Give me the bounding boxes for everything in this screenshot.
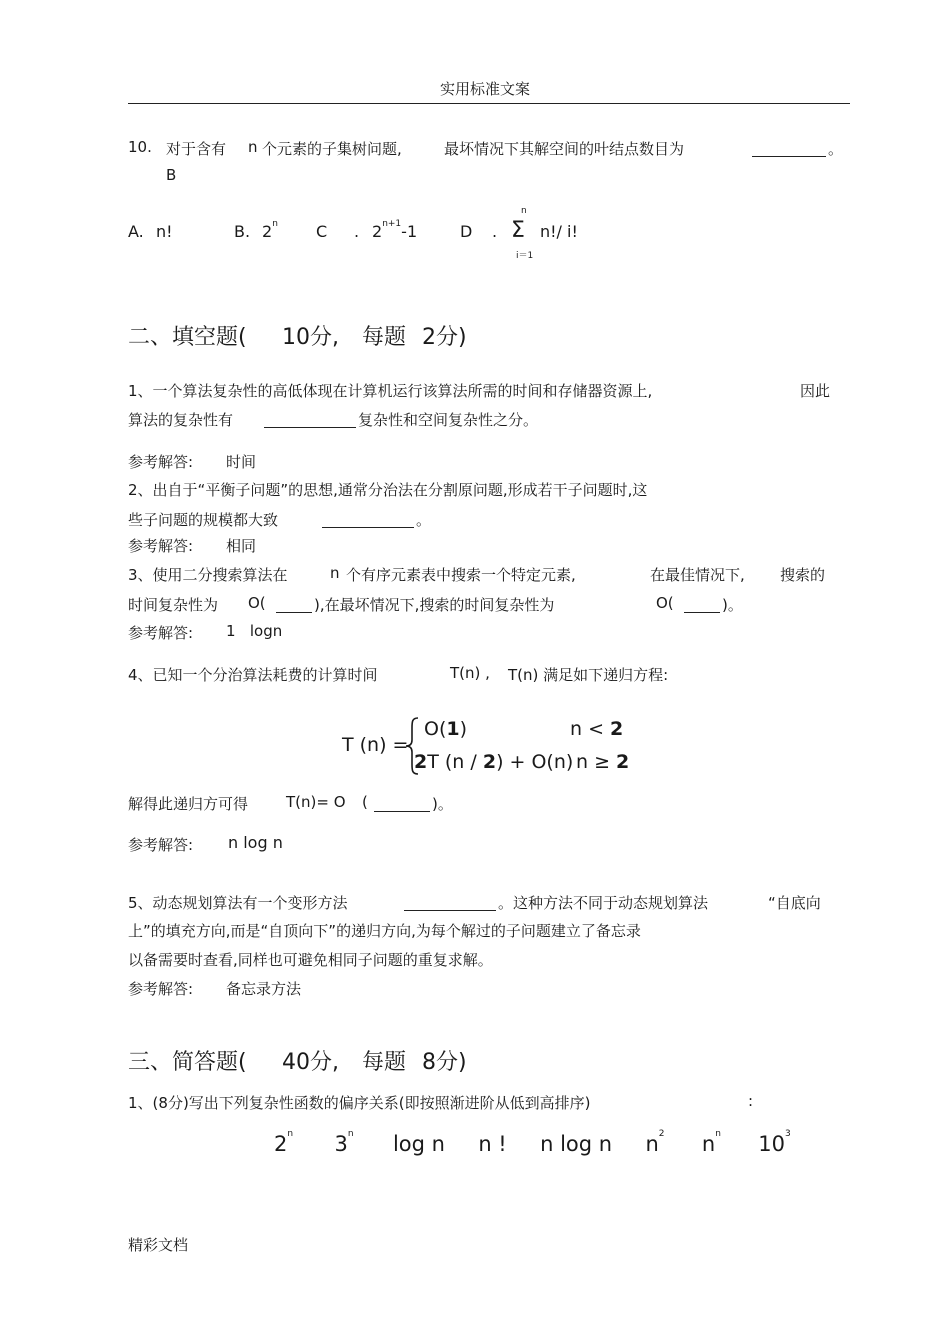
option-d-label: D bbox=[460, 222, 473, 241]
question-text: 上”的填充方向,而是“自顶向下”的递归方向,为每个解过的子问题建立了备忘录 bbox=[128, 922, 641, 940]
section-per-score: 8分) bbox=[422, 1050, 467, 1075]
question-text: : bbox=[748, 1092, 754, 1110]
answer-text: 时间 bbox=[226, 453, 257, 471]
section-per-score: 2分) bbox=[422, 325, 467, 350]
answer-text: 相同 bbox=[226, 537, 257, 555]
option-d-value: n!/ i! bbox=[540, 222, 578, 241]
answer-label: 参考解答: bbox=[128, 980, 194, 998]
question-text: 1、一个算法复杂性的高低体现在计算机运行该算法所需的时间和存储器资源上, bbox=[128, 382, 653, 400]
question-text: ),在最坏情况下,搜索的时间复杂性为 bbox=[314, 596, 555, 614]
answer-blank bbox=[404, 894, 496, 911]
answer-blank bbox=[684, 596, 720, 613]
question-text: “自底向 bbox=[768, 894, 821, 912]
option-d-dot: . bbox=[492, 222, 498, 241]
sum-lower-limit: i＝1 bbox=[516, 251, 534, 261]
answer-blank bbox=[322, 511, 414, 528]
header-divider bbox=[128, 103, 850, 104]
option-b-value: 2$^n$ bbox=[262, 219, 278, 241]
question-text: O( bbox=[248, 594, 266, 612]
section-per: 每题 bbox=[362, 325, 407, 350]
complexity-functions bbox=[274, 1129, 791, 1156]
option-b-label: B. bbox=[234, 222, 251, 241]
answer-label: 参考解答: bbox=[128, 836, 194, 854]
page-footer-label: 精彩文档 bbox=[128, 1236, 189, 1254]
question-text: 在最佳情况下, bbox=[650, 566, 745, 584]
option-c-dot: . bbox=[354, 222, 360, 241]
equation-case-2-condition: n ≥ 2 bbox=[576, 751, 630, 773]
question-stem: n bbox=[248, 138, 258, 156]
question-text: 。这种方法不同于动态规划算法 bbox=[498, 894, 709, 912]
answer-text: 备忘录方法 bbox=[226, 980, 302, 998]
question-text: T(n)= O bbox=[286, 793, 346, 811]
section-per: 每题 bbox=[362, 1050, 407, 1075]
section-title: 二、填空题( bbox=[128, 325, 247, 350]
equation-lhs: T (n) = bbox=[342, 734, 409, 756]
equation-case-1: O(1) bbox=[424, 718, 468, 740]
function-log-n: log n bbox=[392, 1132, 445, 1156]
function-3-pow-n: 3$^n$ bbox=[334, 1129, 354, 1156]
option-c-value: $2^{n+1}-1$ bbox=[372, 219, 418, 241]
question-text: 算法的复杂性有 bbox=[128, 411, 234, 429]
equation-case-1-condition: n < 2 bbox=[570, 718, 624, 740]
question-text: 时间复杂性为 bbox=[128, 596, 219, 614]
question-text: 些子问题的规模都大致 bbox=[128, 511, 279, 529]
section-title: 三、简答题( bbox=[128, 1050, 247, 1075]
question-number: 10. bbox=[128, 138, 152, 156]
section-score: 10分, bbox=[282, 325, 339, 350]
question-text: 4、已知一个分治算法耗费的计算时间 bbox=[128, 666, 378, 684]
function-n-factorial: n ! bbox=[478, 1132, 507, 1156]
question-text: 复杂性和空间复杂性之分。 bbox=[358, 411, 539, 429]
question-text: 1、(8分)写出下列复杂性函数的偏序关系(即按照渐进阶从低到高排序) bbox=[128, 1094, 591, 1112]
function-2-pow-n: 2$^n$ bbox=[274, 1129, 294, 1156]
question-text: 。 bbox=[416, 511, 432, 529]
section-score: 40分, bbox=[282, 1050, 339, 1075]
sum-upper-limit: n bbox=[521, 206, 527, 216]
answer-blank bbox=[264, 411, 356, 428]
question-text: 以备需要时查看,同样也可避免相同子问题的重复求解。 bbox=[128, 951, 493, 969]
question-stem: 对于含有 bbox=[166, 140, 227, 158]
question-text: )。 bbox=[722, 596, 743, 614]
question-stem: 个元素的子集树问题, bbox=[262, 140, 402, 158]
question-answer: B bbox=[166, 166, 177, 184]
question-stem: 。 bbox=[828, 140, 844, 158]
function-n-squared: $n^2$ bbox=[645, 1129, 665, 1156]
function-n-log-n: n log n bbox=[540, 1132, 613, 1156]
question-text: 个有序元素表中搜索一个特定元素, bbox=[346, 566, 576, 584]
question-text: n bbox=[330, 564, 340, 582]
answer-text: 1 logn bbox=[226, 622, 283, 640]
question-text: T(n) , bbox=[450, 664, 490, 682]
question-text: 因此 bbox=[800, 382, 831, 400]
answer-text: n log n bbox=[228, 833, 283, 852]
question-text: 5、动态规划算法有一个变形方法 bbox=[128, 894, 348, 912]
question-text: 解得此递归方可得 bbox=[128, 795, 249, 813]
answer-blank bbox=[276, 596, 312, 613]
answer-label: 参考解答: bbox=[128, 624, 194, 642]
option-a-value: n! bbox=[156, 222, 173, 241]
equation-case-2: 2T (n / 2) + O(n) bbox=[414, 751, 574, 773]
option-a-label: A. bbox=[128, 222, 144, 241]
question-text: 2、出自于“平衡子问题”的思想,通常分治法在分割原问题,形成若干子问题时,这 bbox=[128, 481, 648, 499]
option-c-label: C bbox=[316, 222, 328, 241]
question-text: O( bbox=[656, 594, 674, 612]
question-text: 3、使用二分搜索算法在 bbox=[128, 566, 288, 584]
function-10-cubed: $10^3$ bbox=[758, 1129, 791, 1156]
question-text: )。 bbox=[432, 795, 453, 813]
function-n-pow-n: $n^n$ bbox=[701, 1129, 721, 1156]
question-stem: 最坏情况下其解空间的叶结点数目为 bbox=[444, 140, 685, 158]
answer-blank bbox=[752, 140, 826, 157]
answer-blank bbox=[374, 795, 430, 812]
question-text: ( bbox=[362, 793, 368, 811]
question-text: T(n) 满足如下递归方程: bbox=[508, 666, 669, 684]
question-text: 搜索的 bbox=[780, 566, 826, 584]
answer-label: 参考解答: bbox=[128, 453, 194, 471]
sigma-icon: Σ bbox=[511, 218, 525, 243]
answer-label: 参考解答: bbox=[128, 537, 194, 555]
page-header-title: 实用标准文案 bbox=[440, 80, 531, 98]
